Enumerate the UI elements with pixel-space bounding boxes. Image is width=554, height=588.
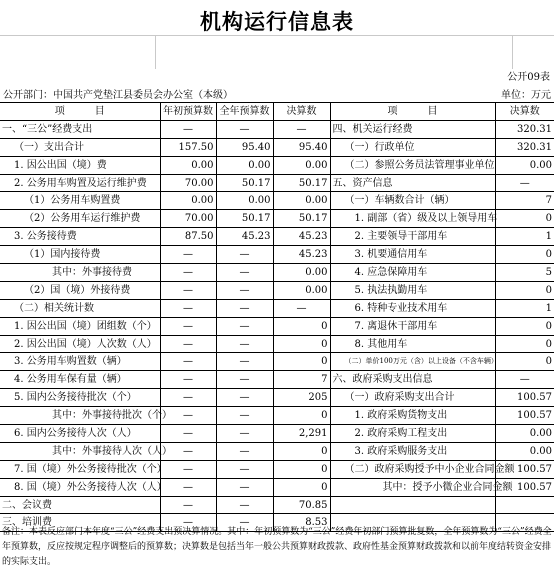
right-final-value: 7 (495, 192, 554, 210)
right-item: 其中：授予小微企业合同金额 (330, 478, 495, 496)
initial-budget-value: — (160, 353, 216, 371)
final-accounts-value: — (273, 120, 330, 138)
left-item: 6. 国内公务接待人次（人） (0, 425, 160, 443)
table-row (0, 156, 554, 174)
full-year-budget-value: 50.17 (216, 210, 273, 228)
final-accounts-value: 70.85 (273, 496, 330, 514)
right-item: 4. 应急保障用车 (330, 264, 495, 282)
final-accounts-value: 0.00 (273, 156, 330, 174)
initial-budget-value: — (160, 317, 216, 335)
right-item: 5. 执法执勤用车 (330, 281, 495, 299)
full-year-budget-value: 0.00 (216, 192, 273, 210)
full-year-budget-value: — (216, 496, 273, 514)
initial-budget-value: — (160, 514, 216, 532)
full-year-budget-value: — (216, 335, 273, 353)
full-year-budget-value: — (216, 514, 273, 532)
left-item: 其中：外事接待人次（人） (0, 442, 160, 460)
full-year-budget-value: 95.40 (216, 138, 273, 156)
right-final-value: 320.31 (495, 120, 554, 138)
initial-budget-value: — (160, 389, 216, 407)
initial-budget-value: — (160, 425, 216, 443)
right-final-value: 0.00 (495, 156, 554, 174)
left-item: 其中：外事接待批次（个） (0, 407, 160, 425)
left-item: （二）相关统计数 (0, 299, 160, 317)
initial-budget-value: — (160, 460, 216, 478)
final-accounts-value: 45.23 (273, 246, 330, 264)
table-row (0, 174, 554, 192)
table-row (0, 264, 554, 282)
table-row (0, 192, 554, 210)
full-year-budget-value: — (216, 317, 273, 335)
full-year-budget-value: — (216, 478, 273, 496)
right-item: 四、机关运行经费 (330, 120, 495, 138)
right-item: 7. 离退休干部用车 (330, 317, 495, 335)
right-final-value: 0.00 (495, 442, 554, 460)
left-item: （2）公务用车运行维护费 (0, 210, 160, 228)
initial-budget-value: — (160, 246, 216, 264)
full-year-budget-value: — (216, 407, 273, 425)
initial-budget-value: — (160, 442, 216, 460)
header-right-item: 项 目 (330, 103, 495, 121)
initial-budget-value: — (160, 299, 216, 317)
initial-budget-value: 87.50 (160, 228, 216, 246)
right-final-value: 1 (495, 228, 554, 246)
right-item: 3. 政府采购服务支出 (330, 442, 495, 460)
final-accounts-value: 0 (273, 353, 330, 371)
final-accounts-value: 2,291 (273, 425, 330, 443)
table-row (0, 335, 554, 353)
left-item: 5. 国内公务接待批次（个） (0, 389, 160, 407)
initial-budget-value: — (160, 496, 216, 514)
final-accounts-value: 0.00 (273, 281, 330, 299)
right-item: 6. 特种专业技术用车 (330, 299, 495, 317)
right-item: （二）参照公务员法管理事业单位 (330, 156, 495, 174)
info-table (0, 102, 554, 532)
initial-budget-value: 0.00 (160, 156, 216, 174)
table-body (0, 120, 554, 531)
left-item: 1. 因公出国（境）费 (0, 156, 160, 174)
left-item: 二、会议费 (0, 496, 160, 514)
table-row (0, 407, 554, 425)
right-item: 1. 政府采购货物支出 (330, 407, 495, 425)
full-year-budget-value: — (216, 246, 273, 264)
right-final-value: 100.57 (495, 478, 554, 496)
initial-budget-value: — (160, 120, 216, 138)
right-item: 2. 主要领导干部用车 (330, 228, 495, 246)
table-row (0, 496, 554, 514)
table-row (0, 460, 554, 478)
header-full-year-budget: 全年预算数 (216, 103, 273, 121)
left-item: （2）国（境）外接待费 (0, 281, 160, 299)
right-final-value: 320.31 (495, 138, 554, 156)
left-item: 4. 公务用车保有量（辆） (0, 371, 160, 389)
full-year-budget-value: — (216, 371, 273, 389)
initial-budget-value: — (160, 281, 216, 299)
table-row (0, 353, 554, 371)
table-row (0, 371, 554, 389)
header-left-item: 项 目 (0, 103, 160, 121)
table-row (0, 228, 554, 246)
right-item: 2. 政府采购工程支出 (330, 425, 495, 443)
right-final-value (495, 496, 554, 514)
initial-budget-value: 157.50 (160, 138, 216, 156)
full-year-budget-value: — (216, 299, 273, 317)
left-item: 7. 国（境）外公务接待批次（个） (0, 460, 160, 478)
full-year-budget-value: 0.00 (216, 156, 273, 174)
table-row (0, 138, 554, 156)
initial-budget-value: — (160, 264, 216, 282)
final-accounts-value: 0 (273, 442, 330, 460)
table-row (0, 425, 554, 443)
final-accounts-value: — (273, 299, 330, 317)
left-item: （1）公务用车购置费 (0, 192, 160, 210)
right-final-value: 0 (495, 281, 554, 299)
header-final-accounts: 决算数 (273, 103, 330, 121)
right-final-value: 100.57 (495, 389, 554, 407)
table-row (0, 389, 554, 407)
initial-budget-value: — (160, 335, 216, 353)
right-item: 8. 其他用车 (330, 335, 495, 353)
right-item: 六、政府采购支出信息 (330, 371, 495, 389)
initial-budget-value: 70.00 (160, 174, 216, 192)
grid-line (512, 35, 513, 69)
right-item: （一）政府采购支出合计 (330, 389, 495, 407)
final-accounts-value: 0.00 (273, 264, 330, 282)
full-year-budget-value: 45.23 (216, 228, 273, 246)
page-title: 机构运行信息表 (200, 10, 354, 34)
left-item: 3. 公务用车购置数（辆） (0, 353, 160, 371)
left-item: 8. 国（境）外公务接待人次（人） (0, 478, 160, 496)
final-accounts-value: 0 (273, 317, 330, 335)
left-item: （一）支出合计 (0, 138, 160, 156)
left-item: 2. 公务用车购置及运行维护费 (0, 174, 160, 192)
unit-label: 单位：万元 (501, 90, 551, 101)
right-final-value: 1 (495, 299, 554, 317)
table-row (0, 120, 554, 138)
final-accounts-value: 50.17 (273, 210, 330, 228)
right-final-value: 0 (495, 210, 554, 228)
right-final-value: 5 (495, 264, 554, 282)
right-item: （一）行政单位 (330, 138, 495, 156)
full-year-budget-value: — (216, 264, 273, 282)
right-item: （二）单价100万元（含）以上设备（不含车辆） (330, 353, 495, 371)
footnote: 备注：本表反应部门本年度“三公”经费支出预决算情况。其中：年初预算数为“三公”经费年初部门预算批复数，全年预算数为“三公”经费全年预算数，反应按规定程序调整后的预算数；决算数是包括当年一般公共预算财政拨款、政府性基金预算财政拨款和以前年度结转资金安排的实际支出。 (2, 527, 552, 567)
table-row (0, 478, 554, 496)
header-right-final: 决算数 (495, 103, 554, 121)
final-accounts-value: 95.40 (273, 138, 330, 156)
initial-budget-value: 0.00 (160, 192, 216, 210)
left-item: 1. 因公出国（境）团组数（个） (0, 317, 160, 335)
full-year-budget-value: — (216, 389, 273, 407)
grid-line (155, 35, 156, 69)
final-accounts-value: 0 (273, 335, 330, 353)
right-final-value: 100.57 (495, 460, 554, 478)
right-final-value: — (495, 174, 554, 192)
department-label: 公开部门：中国共产党垫江县委员会办公室（本级） (3, 90, 233, 101)
header-initial-budget: 年初预算数 (160, 103, 216, 121)
right-final-value: 0.00 (495, 425, 554, 443)
initial-budget-value: 70.00 (160, 210, 216, 228)
left-item: （1）国内接待费 (0, 246, 160, 264)
full-year-budget-value: — (216, 460, 273, 478)
initial-budget-value: — (160, 478, 216, 496)
table-row (0, 210, 554, 228)
final-accounts-value: 8.53 (273, 514, 330, 532)
right-item: 3. 机要通信用车 (330, 246, 495, 264)
table-row (0, 442, 554, 460)
right-item: （二）政府采购授予中小企业合同金额 (330, 460, 495, 478)
right-item: 五、资产信息 (330, 174, 495, 192)
full-year-budget-value: — (216, 442, 273, 460)
left-item: 一、“三公”经费支出 (0, 120, 160, 138)
initial-budget-value: — (160, 407, 216, 425)
table-row (0, 317, 554, 335)
right-final-value: — (495, 371, 554, 389)
left-item: 3. 公务接待费 (0, 228, 160, 246)
full-year-budget-value: — (216, 120, 273, 138)
right-final-value: 100.57 (495, 407, 554, 425)
final-accounts-value: 50.17 (273, 174, 330, 192)
right-final-value: 0 (495, 246, 554, 264)
right-final-value: 0 (495, 353, 554, 371)
final-accounts-value: 0 (273, 460, 330, 478)
right-item: （一）车辆数合计（辆） (330, 192, 495, 210)
full-year-budget-value: — (216, 281, 273, 299)
final-accounts-value: 7 (273, 371, 330, 389)
final-accounts-value: 205 (273, 389, 330, 407)
right-item (330, 496, 495, 514)
final-accounts-value: 0.00 (273, 192, 330, 210)
final-accounts-value: 0 (273, 407, 330, 425)
full-year-budget-value: — (216, 353, 273, 371)
full-year-budget-value: 50.17 (216, 174, 273, 192)
right-final-value: 0 (495, 335, 554, 353)
table-code: 公开09表 (507, 72, 550, 83)
full-year-budget-value: — (216, 425, 273, 443)
table-row (0, 299, 554, 317)
initial-budget-value: — (160, 371, 216, 389)
right-item: 1. 副部（省）级及以上领导用车 (330, 210, 495, 228)
header-row (0, 103, 554, 121)
table-row (0, 281, 554, 299)
left-item: 三、培训费 (0, 514, 160, 532)
final-accounts-value: 0 (273, 478, 330, 496)
right-final-value: 0 (495, 317, 554, 335)
left-item: 其中：外事接待费 (0, 264, 160, 282)
table-row (0, 246, 554, 264)
left-item: 2. 因公出国（境）人次数（人） (0, 335, 160, 353)
final-accounts-value: 45.23 (273, 228, 330, 246)
